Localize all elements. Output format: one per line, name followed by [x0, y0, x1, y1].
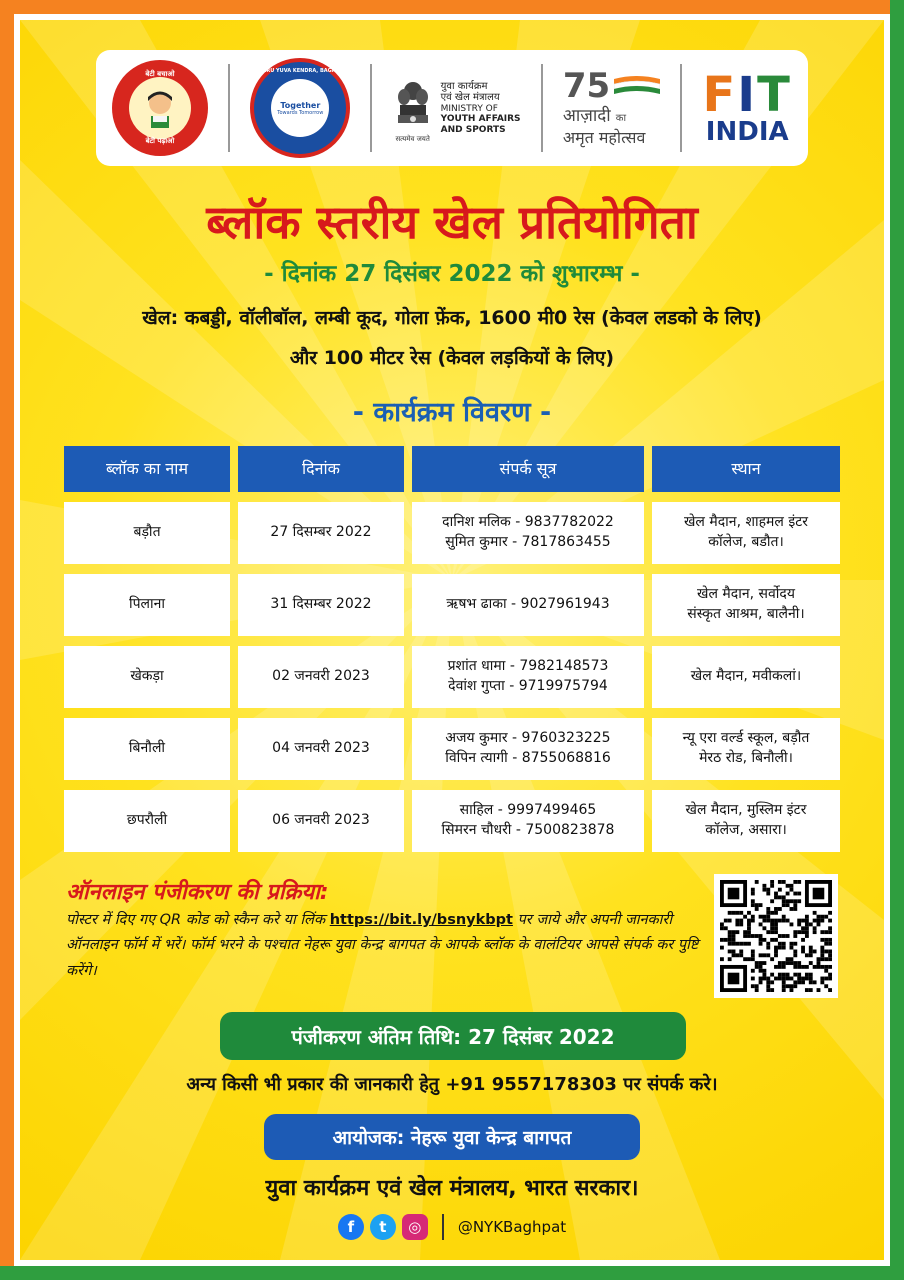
contact-line: विपिन त्यागी - 8755068816	[445, 750, 611, 766]
table-row	[64, 718, 840, 780]
table-row	[64, 574, 840, 636]
cell-venue	[652, 502, 840, 564]
schedule-section-title: - कार्यक्रम विवरण -	[352, 397, 552, 428]
nyk-ring-text: NEHRU YUVA KENDRA, BAGHPAT	[254, 68, 347, 74]
cell-contact	[412, 502, 644, 564]
page-title: ब्लॉक स्तरीय खेल प्रतियोगिता	[206, 195, 698, 249]
venue-line: कॉलेज, बडौत।	[708, 534, 784, 550]
venue-line: खेल मैदान, मुस्लिम इंटर	[685, 802, 807, 819]
cell-date: 04 जनवरी 2023	[238, 718, 404, 780]
registration-text-pre: पोस्टर में दिए गए QR कोड को स्कैन करे या लिंक	[66, 912, 330, 928]
girl-icon	[138, 86, 182, 130]
social-handle[interactable]: @NYKBaghpat	[457, 1218, 567, 1236]
contact-line: सिमरन चौधरी - 7500823878	[441, 822, 615, 838]
national-emblem-icon	[396, 79, 430, 133]
registration-title: ऑनलाइन पंजीकरण की प्रक्रिया:	[66, 880, 329, 905]
cell-block: बिनौली	[64, 718, 230, 780]
logo-divider	[541, 64, 543, 152]
cell-contact	[412, 574, 644, 636]
cell-date: 27 दिसम्बर 2022	[238, 502, 404, 564]
azadi-ka: का	[615, 112, 627, 124]
table-row	[64, 790, 840, 852]
contact-line: देवांश गुप्ता - 9719975794	[448, 678, 608, 694]
azadi-line-2: अमृत महोत्सव	[562, 127, 646, 147]
table-header-row	[64, 446, 840, 492]
fit-letter-t: T	[757, 67, 792, 123]
social-divider	[442, 1214, 444, 1240]
registration-text-post: पर जाये और अपनी जानकारी ऑनलाइन फॉर्म में भरें। फॉर्म भरने के पश्चात नेहरू युवा केन्द्र बागपत के आपके ब्लॉक के वालंटियर आपसे संपर्क कर पुष्टि करेंगे।	[66, 912, 699, 979]
cell-contact	[412, 790, 644, 852]
header-date: दिनांक	[238, 446, 404, 492]
facebook-icon[interactable]: f	[338, 1214, 364, 1240]
ministry-hindi-1: युवा कार्यक्रम	[440, 80, 488, 92]
ministry-english-2: YOUTH AFFAIRS	[440, 114, 521, 125]
registration-qr-code[interactable]	[714, 874, 838, 998]
nyk-inner-text-2: Towards Tomorrow	[277, 109, 324, 116]
contact-line: प्रशांत धामा - 7982148573	[447, 658, 609, 675]
registration-link[interactable]: https://bit.ly/bsnykbpt	[329, 912, 513, 928]
fit-india-logo	[702, 67, 792, 147]
azadi-number: 75	[562, 65, 611, 106]
beti-bachao-bottom-text: बेटी पढ़ाओ	[145, 137, 175, 145]
fit-letter-f: F	[702, 67, 738, 123]
cell-block: छपरौली	[64, 790, 230, 852]
cell-venue	[652, 718, 840, 780]
games-line-1: खेल: कबड्डी, वॉलीबॉल, लम्बी कूद, गोला फ़ेंक, 1600 मी0 रेस (केवल लडको के लिए)	[142, 307, 762, 329]
frame-border-top	[0, 0, 904, 14]
venue-line: खेल मैदान, मवीकलां।	[690, 668, 802, 685]
games-line-2: और 100 मीटर रेस (केवल लड़कियों के लिए)	[289, 347, 615, 369]
cell-contact	[412, 718, 644, 780]
fit-letter-i: I	[737, 67, 758, 123]
tricolor-flag-icon	[614, 75, 660, 97]
cell-block: पिलाना	[64, 574, 230, 636]
social-links	[20, 1214, 884, 1240]
cell-date: 06 जनवरी 2023	[238, 790, 404, 852]
beti-bachao-top-text: बेटी बचाओ	[145, 70, 175, 78]
logo-divider	[228, 64, 230, 152]
header-block-name: ब्लॉक का नाम	[64, 446, 230, 492]
twitter-icon[interactable]: t	[370, 1214, 396, 1240]
frame-border-bottom	[0, 1266, 904, 1280]
table-row	[64, 646, 840, 708]
cell-venue	[652, 790, 840, 852]
header-contact: संपर्क सूत्र	[412, 446, 644, 492]
contact-line: ऋषभ ढाका - 9027961943	[446, 596, 610, 613]
ministry-hindi-2: एवं खेल मंत्रालय	[440, 92, 500, 104]
organizer-badge: आयोजक: नेहरू युवा केन्द्र बागपत	[264, 1114, 640, 1160]
qr-code-icon	[720, 880, 832, 992]
azadi-ka-amrit-mahotsav-logo	[562, 65, 660, 148]
frame-border-right	[890, 0, 904, 1280]
venue-line: खेल मैदान, शाहमल इंटर	[683, 514, 809, 531]
frame-border-left	[0, 0, 14, 1280]
cell-block: बड़ौत	[64, 502, 230, 564]
venue-line: खेल मैदान, सर्वोदय	[697, 586, 795, 603]
table-row	[64, 502, 840, 564]
registration-instructions	[66, 908, 706, 984]
cell-contact	[412, 646, 644, 708]
contact-line: सुमित कुमार - 7817863455	[445, 534, 611, 550]
beti-bachao-logo	[112, 60, 208, 156]
logo-bar	[96, 50, 808, 166]
registration-deadline-badge: पंजीकरण अंतिम तिथि: 27 दिसंबर 2022	[220, 1012, 686, 1060]
contact-line: साहिल - 9997499465	[459, 802, 597, 819]
contact-line: अजय कुमार - 9760323225	[445, 730, 611, 747]
poster	[20, 20, 884, 1260]
venue-line: मेरठ रोड, बिनौली।	[699, 750, 793, 766]
cell-venue	[652, 646, 840, 708]
nyk-inner-text-1: Together	[280, 100, 321, 110]
ministry-english-1: MINISTRY OF	[440, 103, 498, 114]
cell-date: 02 जनवरी 2023	[238, 646, 404, 708]
cell-date: 31 दिसम्बर 2022	[238, 574, 404, 636]
ministry-footer-line: युवा कार्यक्रम एवं खेल मंत्रालय, भारत सरकार।	[265, 1176, 639, 1201]
venue-line: न्यू एरा वर्ल्ड स्कूल, बड़ौत	[682, 730, 810, 747]
logo-divider	[370, 64, 372, 152]
cell-block: खेकड़ा	[64, 646, 230, 708]
schedule-table	[64, 446, 840, 862]
logo-divider	[680, 64, 682, 152]
instagram-icon[interactable]: ◎	[402, 1214, 428, 1240]
azadi-line-1: आज़ादी	[562, 105, 611, 126]
venue-line: कॉलेज, असारा।	[705, 822, 787, 838]
start-date-subtitle: - दिनांक 27 दिसंबर 2022 को शुभारम्भ -	[264, 261, 640, 287]
cell-venue	[652, 574, 840, 636]
fit-india-word: INDIA	[705, 117, 789, 147]
emblem-caption: सत्यमेव जयते	[395, 135, 430, 143]
venue-line: संस्कृत आश्रम, बालैनी।	[687, 606, 805, 622]
contact-line: दानिश मलिक - 9837782022	[442, 514, 614, 531]
ministry-logo	[393, 72, 521, 144]
nyk-baghpat-logo	[250, 58, 350, 158]
header-venue: स्थान	[652, 446, 840, 492]
contact-info-line: अन्य किसी भी प्रकार की जानकारी हेतु +91 9557178303 पर संपर्क करे।	[186, 1074, 718, 1095]
ministry-english-3: AND SPORTS	[440, 124, 506, 135]
